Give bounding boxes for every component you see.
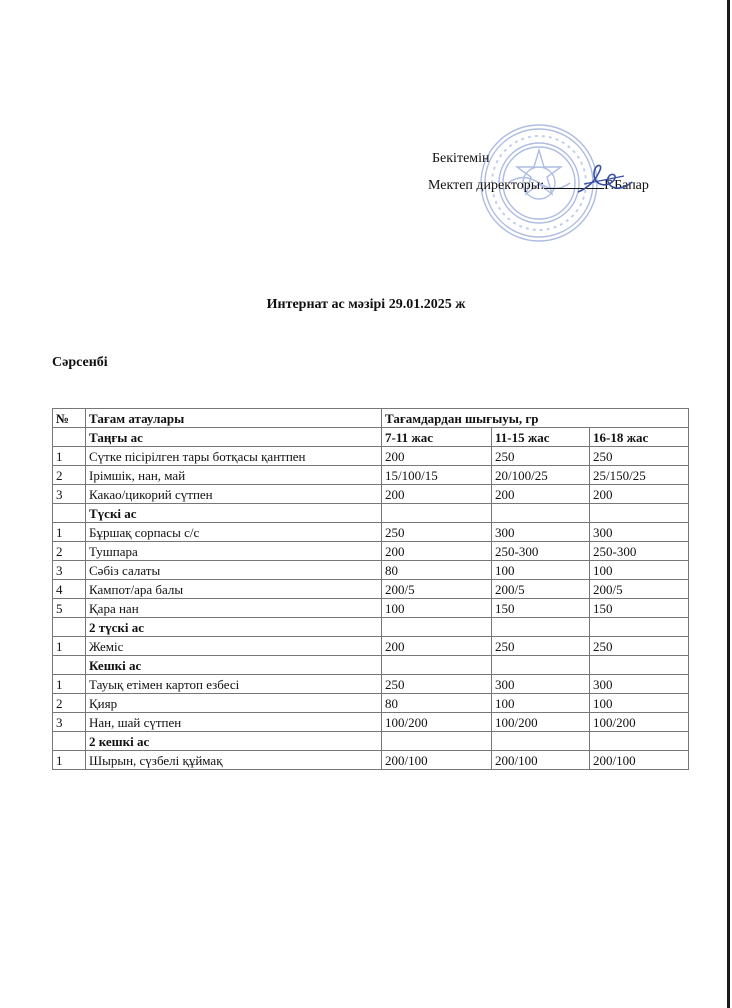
dish-name: Тушпара bbox=[86, 542, 382, 561]
yield-11-15: 300 bbox=[492, 523, 590, 542]
empty-cell bbox=[382, 504, 492, 523]
age-group-header: 16-18 жас bbox=[590, 428, 689, 447]
yield-7-11: 200/5 bbox=[382, 580, 492, 599]
section-num-cell bbox=[53, 656, 86, 675]
row-number: 1 bbox=[53, 637, 86, 656]
yield-11-15: 100/200 bbox=[492, 713, 590, 732]
empty-cell bbox=[382, 618, 492, 637]
yield-7-11: 15/100/15 bbox=[382, 466, 492, 485]
row-number: 3 bbox=[53, 485, 86, 504]
header-dish: Тағам атаулары bbox=[86, 409, 382, 428]
empty-cell bbox=[492, 732, 590, 751]
scan-edge bbox=[727, 0, 730, 1008]
table-row bbox=[53, 561, 689, 580]
table-row bbox=[53, 637, 689, 656]
header-num: № bbox=[53, 409, 86, 428]
yield-16-18: 250-300 bbox=[590, 542, 689, 561]
yield-11-15: 100 bbox=[492, 561, 590, 580]
section-num-cell bbox=[53, 504, 86, 523]
dish-name: Кампот/ара балы bbox=[86, 580, 382, 599]
section-row bbox=[53, 656, 689, 675]
dish-name: Ірімшік, нан, май bbox=[86, 466, 382, 485]
yield-7-11: 200 bbox=[382, 542, 492, 561]
section-row bbox=[53, 504, 689, 523]
row-number: 1 bbox=[53, 675, 86, 694]
yield-16-18: 300 bbox=[590, 523, 689, 542]
row-number: 3 bbox=[53, 713, 86, 732]
yield-7-11: 250 bbox=[382, 675, 492, 694]
dish-name: Бұршақ сорпасы с/с bbox=[86, 523, 382, 542]
dish-name: Жеміс bbox=[86, 637, 382, 656]
yield-16-18: 200 bbox=[590, 485, 689, 504]
yield-11-15: 150 bbox=[492, 599, 590, 618]
yield-16-18: 100 bbox=[590, 561, 689, 580]
empty-cell bbox=[382, 656, 492, 675]
section-row bbox=[53, 732, 689, 751]
row-number: 2 bbox=[53, 466, 86, 485]
section-name: Таңғы ас bbox=[86, 428, 382, 447]
yield-7-11: 100/200 bbox=[382, 713, 492, 732]
yield-7-11: 250 bbox=[382, 523, 492, 542]
yield-7-11: 80 bbox=[382, 561, 492, 580]
header-yield: Тағамдардан шығыуы, гр bbox=[382, 409, 689, 428]
table-row bbox=[53, 751, 689, 770]
document-title: Интернат ас мәзірі 29.01.2025 ж bbox=[266, 297, 466, 312]
dish-name: Тауық етімен картоп езбесі bbox=[86, 675, 382, 694]
yield-16-18: 200/100 bbox=[590, 751, 689, 770]
section-name: Түскі ас bbox=[86, 504, 382, 523]
yield-7-11: 200 bbox=[382, 637, 492, 656]
yield-16-18: 200/5 bbox=[590, 580, 689, 599]
yield-16-18: 250 bbox=[590, 447, 689, 466]
row-number: 1 bbox=[53, 523, 86, 542]
director-name: Г.Бапар bbox=[604, 178, 649, 193]
yield-11-15: 100 bbox=[492, 694, 590, 713]
table-row bbox=[53, 542, 689, 561]
table-row bbox=[53, 485, 689, 504]
table-row bbox=[53, 466, 689, 485]
table-header-row bbox=[53, 409, 689, 428]
section-row bbox=[53, 618, 689, 637]
weekday-label: Сәрсенбі bbox=[52, 355, 108, 370]
table-row bbox=[53, 599, 689, 618]
table-row bbox=[53, 694, 689, 713]
empty-cell bbox=[492, 504, 590, 523]
yield-7-11: 200 bbox=[382, 485, 492, 504]
yield-11-15: 200 bbox=[492, 485, 590, 504]
section-name: 2 кешкі ас bbox=[86, 732, 382, 751]
section-num-cell bbox=[53, 618, 86, 637]
section-row bbox=[53, 428, 689, 447]
dish-name: Сәбіз салаты bbox=[86, 561, 382, 580]
yield-11-15: 200/100 bbox=[492, 751, 590, 770]
yield-16-18: 250 bbox=[590, 637, 689, 656]
row-number: 2 bbox=[53, 542, 86, 561]
row-number: 3 bbox=[53, 561, 86, 580]
empty-cell bbox=[590, 732, 689, 751]
approval-title: Бекітемін bbox=[432, 151, 490, 166]
yield-7-11: 100 bbox=[382, 599, 492, 618]
yield-7-11: 200/100 bbox=[382, 751, 492, 770]
yield-11-15: 250 bbox=[492, 637, 590, 656]
empty-cell bbox=[492, 656, 590, 675]
row-number: 1 bbox=[53, 447, 86, 466]
yield-16-18: 25/150/25 bbox=[590, 466, 689, 485]
age-group-header: 11-15 жас bbox=[492, 428, 590, 447]
yield-11-15: 20/100/25 bbox=[492, 466, 590, 485]
table-row bbox=[53, 523, 689, 542]
age-group-header: 7-11 жас bbox=[382, 428, 492, 447]
section-num-cell bbox=[53, 428, 86, 447]
yield-11-15: 300 bbox=[492, 675, 590, 694]
row-number: 2 bbox=[53, 694, 86, 713]
row-number: 4 bbox=[53, 580, 86, 599]
dish-name: Какао/цикорий сүтпен bbox=[86, 485, 382, 504]
yield-11-15: 250 bbox=[492, 447, 590, 466]
dish-name: Нан, шай сүтпен bbox=[86, 713, 382, 732]
yield-11-15: 200/5 bbox=[492, 580, 590, 599]
empty-cell bbox=[382, 732, 492, 751]
dish-name: Шырын, сүзбелі құймақ bbox=[86, 751, 382, 770]
section-name: 2 түскі ас bbox=[86, 618, 382, 637]
empty-cell bbox=[590, 656, 689, 675]
table-row bbox=[53, 447, 689, 466]
yield-11-15: 250-300 bbox=[492, 542, 590, 561]
table-row bbox=[53, 713, 689, 732]
section-num-cell bbox=[53, 732, 86, 751]
table-row bbox=[53, 675, 689, 694]
menu-table bbox=[52, 408, 689, 770]
yield-7-11: 200 bbox=[382, 447, 492, 466]
signature-icon bbox=[574, 158, 636, 202]
dish-name: Қияр bbox=[86, 694, 382, 713]
row-number: 5 bbox=[53, 599, 86, 618]
row-number: 1 bbox=[53, 751, 86, 770]
yield-16-18: 100 bbox=[590, 694, 689, 713]
dish-name: Қара нан bbox=[86, 599, 382, 618]
table-row bbox=[53, 580, 689, 599]
empty-cell bbox=[590, 504, 689, 523]
dish-name: Сүтке пісірілген тары ботқасы қантпен bbox=[86, 447, 382, 466]
yield-16-18: 300 bbox=[590, 675, 689, 694]
director-label: Мектеп директоры: bbox=[428, 178, 545, 193]
section-name: Кешкі ас bbox=[86, 656, 382, 675]
yield-16-18: 100/200 bbox=[590, 713, 689, 732]
empty-cell bbox=[492, 618, 590, 637]
yield-7-11: 80 bbox=[382, 694, 492, 713]
yield-16-18: 150 bbox=[590, 599, 689, 618]
empty-cell bbox=[590, 618, 689, 637]
